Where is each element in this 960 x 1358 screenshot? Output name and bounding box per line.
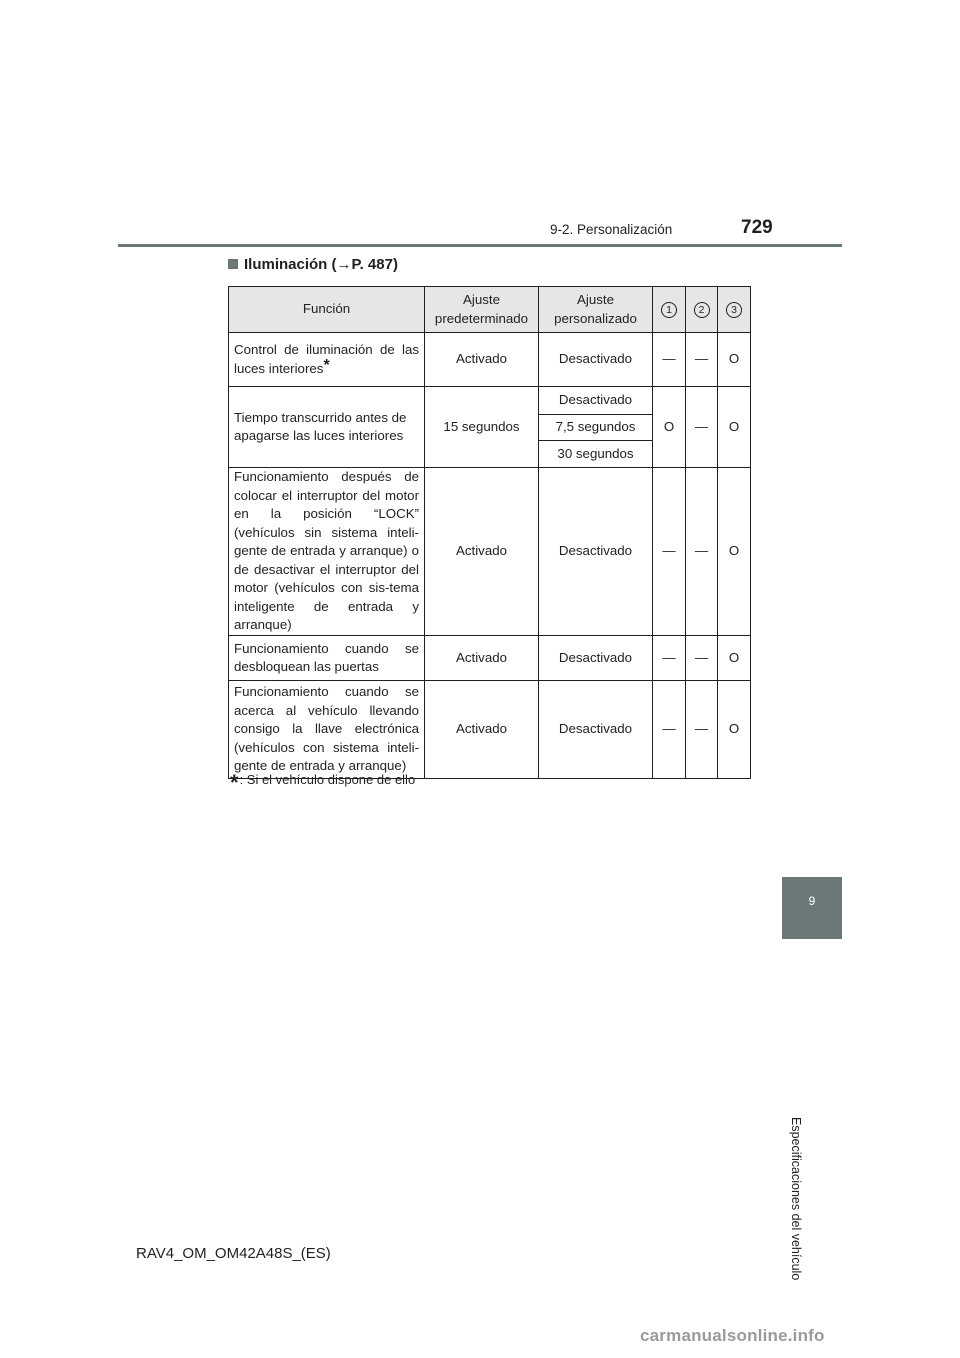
- header-function: Función: [229, 287, 425, 333]
- row-method-1: —: [653, 333, 686, 387]
- row-default: 15 segundos: [425, 387, 539, 468]
- table-row: [229, 387, 751, 415]
- row-custom-option: 30 segundos: [539, 441, 653, 468]
- row-custom: Desactivado: [539, 636, 653, 681]
- row-custom-option: Desactivado: [539, 387, 653, 415]
- header-method-2: [686, 287, 718, 333]
- document-code: RAV4_OM_OM42A48S_(ES): [136, 1245, 331, 1262]
- row-method-2: —: [686, 387, 718, 468]
- row-custom: Desactivado: [539, 681, 653, 779]
- row-default: Activado: [425, 468, 539, 636]
- table-row: [229, 681, 751, 779]
- table-row: [229, 468, 751, 636]
- chapter-tab: 9: [782, 877, 842, 937]
- row-method-1: —: [653, 468, 686, 636]
- table-header-row: [229, 287, 751, 333]
- row-method-2: —: [686, 333, 718, 387]
- row-function: Control de iluminación de las luces interiores*: [229, 333, 425, 387]
- row-method-3: O: [718, 468, 751, 636]
- header-rule: [118, 244, 842, 247]
- header-default: Ajuste predeterminado: [425, 287, 539, 333]
- circled-3-icon: 3: [726, 302, 742, 318]
- row-default: Activado: [425, 333, 539, 387]
- row-method-1: —: [653, 681, 686, 779]
- row-method-1: O: [653, 387, 686, 468]
- row-function: Funcionamiento cuando se desbloquean las puertas: [229, 636, 425, 681]
- row-custom-option: 7,5 segundos: [539, 415, 653, 441]
- row-method-2: —: [686, 636, 718, 681]
- circled-2-icon: 2: [694, 302, 710, 318]
- asterisk-mark: *: [230, 770, 239, 795]
- row-method-1: —: [653, 636, 686, 681]
- row-default: Activado: [425, 681, 539, 779]
- watermark: carmanualsonline.info: [640, 1326, 825, 1345]
- table-row: [229, 333, 751, 387]
- table-row: [229, 636, 751, 681]
- square-bullet-icon: [228, 259, 238, 269]
- settings-table: [228, 286, 751, 779]
- chapter-tab-rule: [782, 937, 842, 939]
- asterisk-mark: *: [323, 356, 330, 374]
- page-number: 729: [741, 217, 773, 238]
- row-method-2: —: [686, 468, 718, 636]
- footnote-text: : Si el vehículo dispone de ello: [239, 772, 416, 787]
- circled-1-icon: 1: [661, 302, 677, 318]
- row-method-3: O: [718, 636, 751, 681]
- header-method-3: [718, 287, 751, 333]
- row-function: Funcionamiento cuando se acerca al vehículo llevando consigo la llave electrónica (vehículos con sistema inteli-gente de entrada y arranque): [229, 681, 425, 779]
- row-method-3: O: [718, 387, 751, 468]
- header-custom: Ajuste personalizado: [539, 287, 653, 333]
- row-function: Tiempo transcurrido antes de apagarse las luces interiores: [229, 387, 425, 468]
- footnote: [230, 770, 415, 796]
- row-default: Activado: [425, 636, 539, 681]
- chapter-label: Especificaciones del vehículo: [789, 1117, 803, 1281]
- row-function: Funcionamiento después de colocar el interruptor del motor en la posición “LOCK” (vehículos sin sistema inteli-gente de entrada y arranque) o de desactivar el interruptor del motor (vehículos con sis-tema inteligente de entrada y arranque): [229, 468, 425, 636]
- row-method-3: O: [718, 681, 751, 779]
- row-custom: Desactivado: [539, 333, 653, 387]
- arrow-icon: →: [336, 256, 352, 273]
- header-method-1: [653, 287, 686, 333]
- row-method-2: —: [686, 681, 718, 779]
- section-heading: [228, 256, 398, 273]
- row-custom: Desactivado: [539, 468, 653, 636]
- heading-ref: P. 487): [351, 256, 398, 273]
- heading-text: Iluminación (: [244, 256, 337, 273]
- row-method-3: O: [718, 333, 751, 387]
- section-label: 9-2. Personalización: [550, 222, 673, 237]
